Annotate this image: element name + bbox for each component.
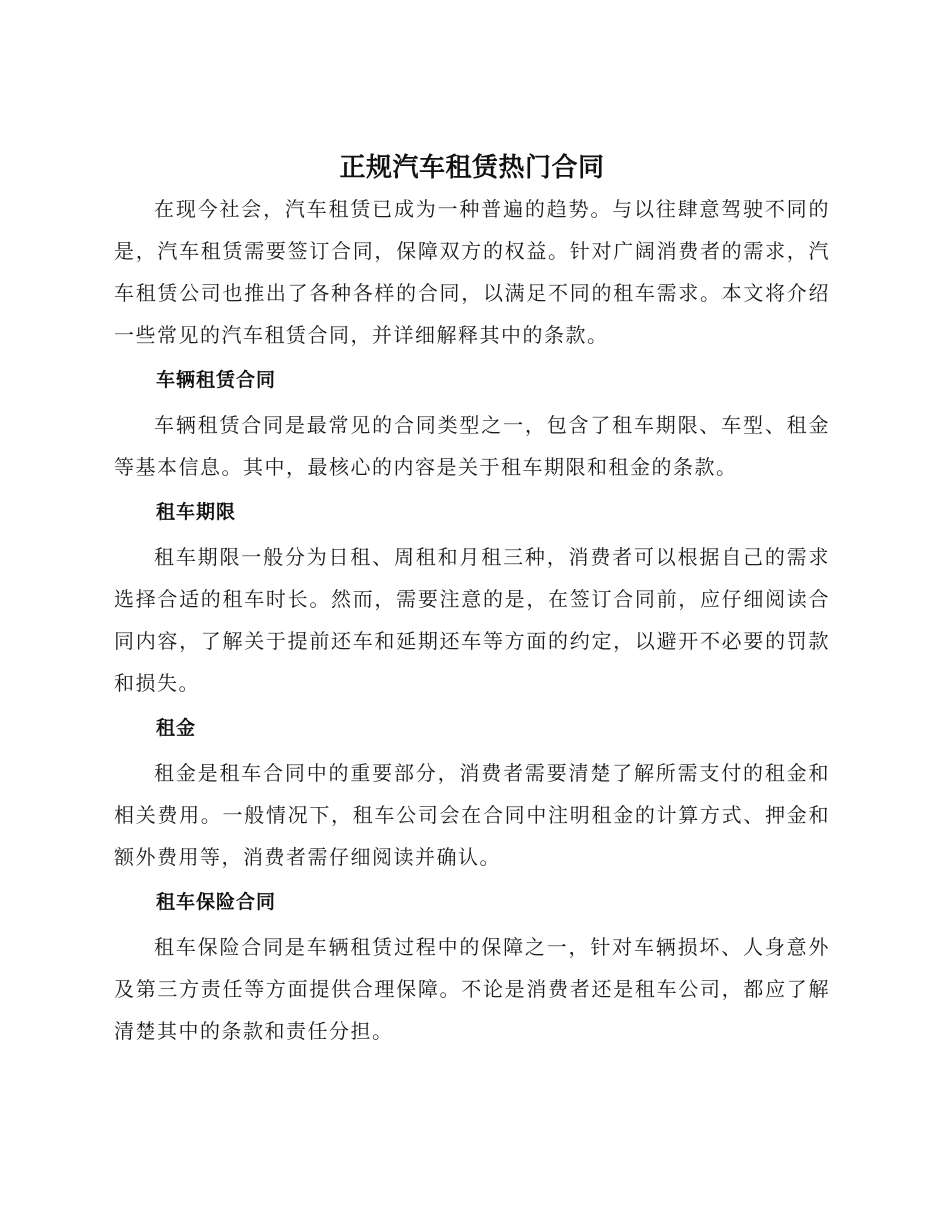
document-body [114,148,830,1052]
section-heading-vehicle-lease: 车辆租赁合同 [156,369,277,391]
section-heading-rent: 租金 [156,717,197,739]
section-heading-rental-period: 租车期限 [156,501,237,523]
section-paragraph-rent: 租金是租车合同中的重要部分，消费者需要清楚了解所需支付的租金和相关费用。一般情况下，租车公司会在合同中注明租金的计算方式、押金和额外费用等，消费者需仔细阅读并确认。 [114,761,830,869]
document-title: 正规汽车租赁热门合同 [339,153,605,183]
intro-paragraph: 在现今社会，汽车租赁已成为一种普遍的趋势。与以往肆意驾驶不同的是，汽车租赁需要签订合同，保障双方的权益。针对广阔消费者的需求，汽车租赁公司也推出了各种各样的合同，以满足不同的租车需求。本文将介绍一些常见的汽车租赁合同，并详细解释其中的条款。 [114,197,830,347]
section-paragraph-vehicle-lease: 车辆租赁合同是最常见的合同类型之一，包含了租车期限、车型、租金等基本信息。其中，最核心的内容是关于租车期限和租金的条款。 [114,413,830,479]
section-paragraph-rental-period: 租车期限一般分为日租、周租和月租三种，消费者可以根据自己的需求选择合适的租车时长。然而，需要注意的是，在签订合同前，应仔细阅读合同内容，了解关于提前还车和延期还车等方面的约定，以避开不必要的罚款和损失。 [114,545,830,695]
section-paragraph-rental-insurance: 租车保险合同是车辆租赁过程中的保障之一，针对车辆损坏、人身意外及第三方责任等方面提供合理保障。不论是消费者还是租车公司，都应了解清楚其中的条款和责任分担。 [114,935,830,1043]
section-heading-rental-insurance: 租车保险合同 [156,891,277,913]
